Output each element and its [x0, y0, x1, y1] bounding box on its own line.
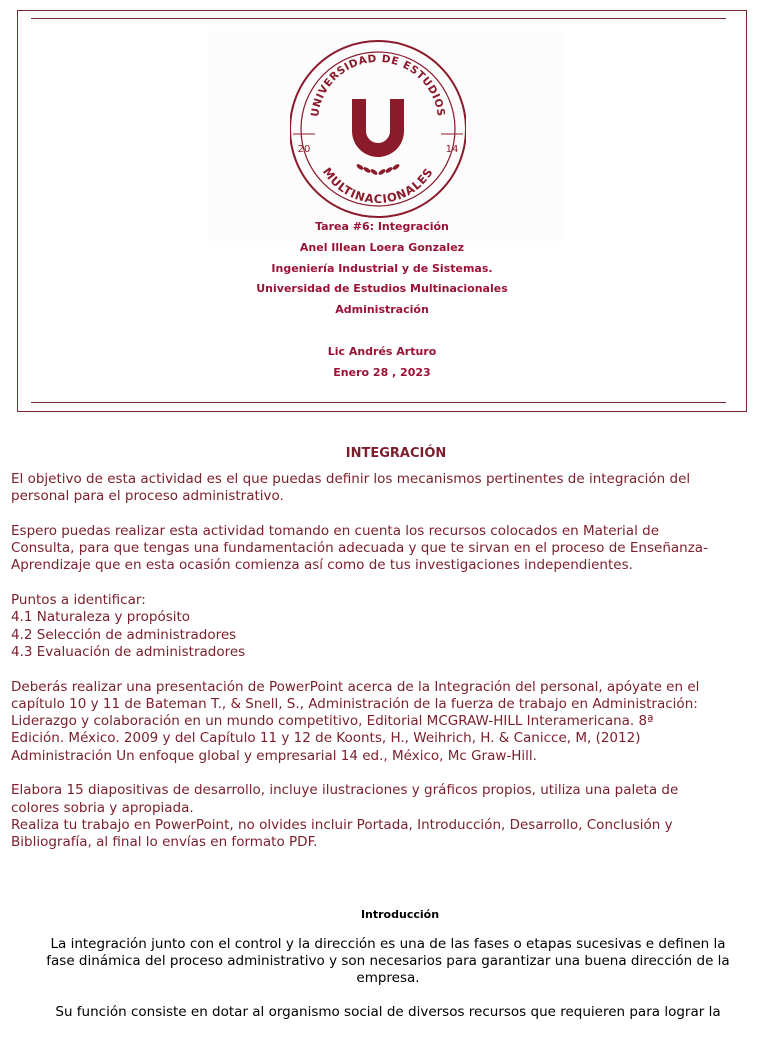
- activity-heading: INTEGRACIÓN: [345, 446, 447, 461]
- intro-body: [12, 936, 764, 1038]
- activity-paragraph-resources: Espero puedas realizar esta actividad tomando en cuenta los recursos colocados en Material de Consulta, para que tengas una fundamentación adecuada y que te sirvan en el proceso de Enseñanza- Aprendizaje que en esta ocasión comienza así como de tus investigaciones independientes.: [11, 522, 708, 574]
- activity-instructions: [11, 471, 765, 869]
- university-logo: [290, 27, 466, 223]
- intro-heading: Introducción: [360, 908, 440, 921]
- svg-text:MULTINACIONALES: [320, 165, 436, 206]
- student-name: Anel Illean Loera Gonzalez: [299, 240, 465, 254]
- svg-text:UNIVERSIDAD DE ESTUDIOS: [309, 53, 447, 118]
- cover-page: [17, 10, 747, 412]
- logo-arc-bottom-text: MULTINACIONALES: [319, 164, 436, 207]
- cover-top-rule: [31, 18, 726, 19]
- logo-year-left: 20: [297, 144, 311, 155]
- intro-paragraph-2: Su función consiste en dotar al organismo social de diversos recursos que requieren para lograr la: [55, 1004, 721, 1020]
- logo-laurel-icon: [356, 163, 401, 176]
- logo-letter-u: [352, 99, 404, 157]
- teacher-name: Lic Andrés Arturo: [327, 344, 437, 358]
- course-name: Administración: [335, 303, 429, 317]
- logo-inner-ring: [301, 52, 455, 206]
- logo-outer-ring: [290, 41, 466, 217]
- cover-bottom-rule: [31, 402, 726, 403]
- cover-info: [18, 217, 746, 383]
- cover-date: Enero 28 , 2023: [333, 365, 431, 379]
- activity-paragraph-presentation: Deberás realizar una presentación de PowerPoint acerca de la Integración del personal, apóyate en el capítulo 10 y 11 de Bateman T., & Snell, S., Administración de la fuerza de trabajo en Administración: Liderazgo y colaboración en un mundo competitivo, Editorial MCGRAW-HILL Interamericana. 8ª Edición. México. 2009 y del Capítulo 11 y 12 de Koonts, H., Weihrich, H. & Canicce, M, (2012) Administración Un enfoque global y empresarial 14 ed., México, Mc Graw-Hill.: [11, 678, 700, 764]
- logo-arc-top-text: UNIVERSIDAD DE ESTUDIOS: [309, 52, 447, 118]
- activity-paragraph-objective: El objetivo de esta actividad es el que puedas definir los mecanismos pertinentes de integración del personal para el proceso administrativo.: [11, 471, 691, 505]
- assignment-title: Tarea #6: Integración: [315, 220, 449, 233]
- activity-paragraph-deliverable: Elabora 15 diapositivas de desarrollo, incluye ilustraciones y gráficos propios, utiliza una paleta de colores sobria y apropiada. Realiza tu trabajo en PowerPoint, no olvides incluir Portada, Introducción, Desarrollo, Conclusión y Bibliografía, al final lo envías en formato PDF.: [11, 782, 679, 851]
- logo-year-right: 14: [445, 144, 459, 155]
- intro-paragraph-1: La integración junto con el control y la dirección es una de las fases o etapas sucesivas e definen la fase dinámica del proceso administrativo y son necesarios para garantizar una buena dirección de la empresa.: [46, 936, 730, 986]
- program-name: Ingeniería Industrial y de Sistemas.: [271, 261, 493, 275]
- activity-points-list: Puntos a identificar: 4.1 Naturaleza y propósito 4.2 Selección de administradores 4.3 Evaluación de administradores: [11, 592, 246, 660]
- university-name: Universidad de Estudios Multinacionales: [256, 282, 508, 296]
